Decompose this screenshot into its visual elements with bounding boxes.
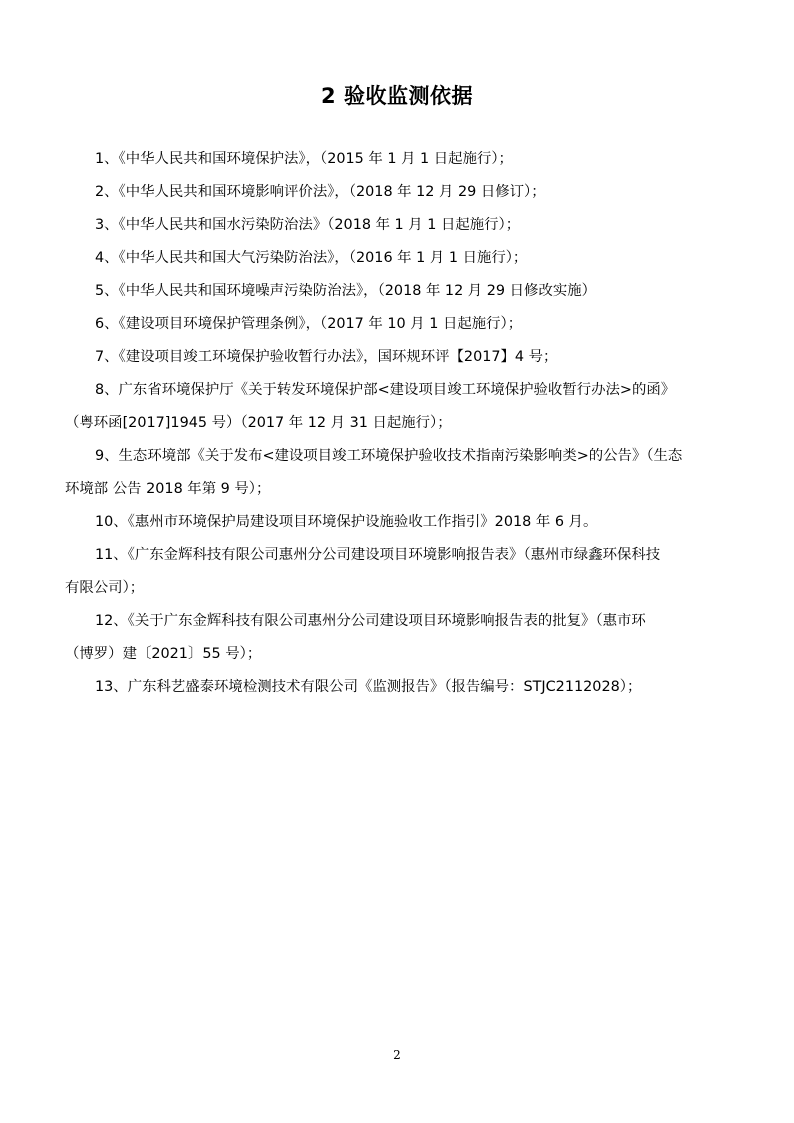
- section-title: 2 验收监测依据: [321, 84, 473, 108]
- list-item: [65, 308, 745, 341]
- list-item-line: 13、广东科艺盛泰环境检测技术有限公司《监测报告》（报告编号：STJC2112028）；: [95, 679, 642, 695]
- list-item-line: 5、《中华人民共和国环境噪声污染防治法》，（2018 年 12 月 29 日修改实施）: [95, 283, 597, 299]
- list-item: [65, 275, 745, 308]
- list-item: [65, 506, 745, 539]
- list-item-line: 9、生态环境部《关于发布<建设项目竣工环境保护验收技术指南污染影响类>的公告》（生态: [95, 448, 683, 464]
- list-item-line: 1、《中华人民共和国环境保护法》，（2015 年 1 月 1 日起施行）；: [95, 151, 513, 167]
- list-item: [65, 374, 745, 440]
- list-item-line: 环境部 公告 2018 年第 9 号）；: [65, 481, 271, 497]
- list-item: [65, 209, 745, 242]
- list-item: [65, 605, 745, 671]
- list-item-line: 3、《中华人民共和国水污染防治法》（2018 年 1 月 1 日起施行）；: [95, 217, 521, 233]
- list-item: [65, 176, 745, 209]
- list-item-line: 4、《中华人民共和国大气污染防治法》，（2016 年 1 月 1 日施行）；: [95, 250, 528, 266]
- list-item-line: 11、《广东金辉科技有限公司惠州分公司建设项目环境影响报告表》（惠州市绿鑫环保科技: [95, 547, 661, 563]
- list-item-line: 10、《惠州市环境保护局建设项目环境保护设施验收工作指引》2018 年 6 月。: [95, 514, 598, 530]
- list-item: [65, 242, 745, 275]
- list-item: [65, 440, 745, 506]
- list-item-line: 7、《建设项目竣工环境保护验收暂行办法》，国环规环评【2017】4 号；: [95, 349, 558, 365]
- list-item-line: 8、广东省环境保护厅《关于转发环境保护部<建设项目竣工环境保护验收暂行办法>的函》: [95, 382, 676, 398]
- list-item-line: （博罗）建〔2021〕55 号）；: [65, 646, 262, 662]
- list-item: [65, 671, 745, 704]
- basis-list: [65, 143, 745, 704]
- list-item: [65, 143, 745, 176]
- list-item-line: （粤环函[2017]1945 号）（2017 年 12 月 31 日起施行）；: [65, 415, 452, 431]
- list-item: [65, 341, 745, 374]
- list-item-line: 6、《建设项目环境保护管理条例》，（2017 年 10 月 1 日起施行）；: [95, 316, 523, 332]
- list-item-line: 12、《关于广东金辉科技有限公司惠州分公司建设项目环境影响报告表的批复》（惠市环: [95, 613, 646, 629]
- list-item: [65, 539, 745, 605]
- page-number: 2: [393, 1048, 401, 1062]
- list-item-line: 2、《中华人民共和国环境影响评价法》，（2018 年 12 月 29 日修订）；: [95, 184, 546, 200]
- list-item-line: 有限公司）；: [65, 580, 145, 596]
